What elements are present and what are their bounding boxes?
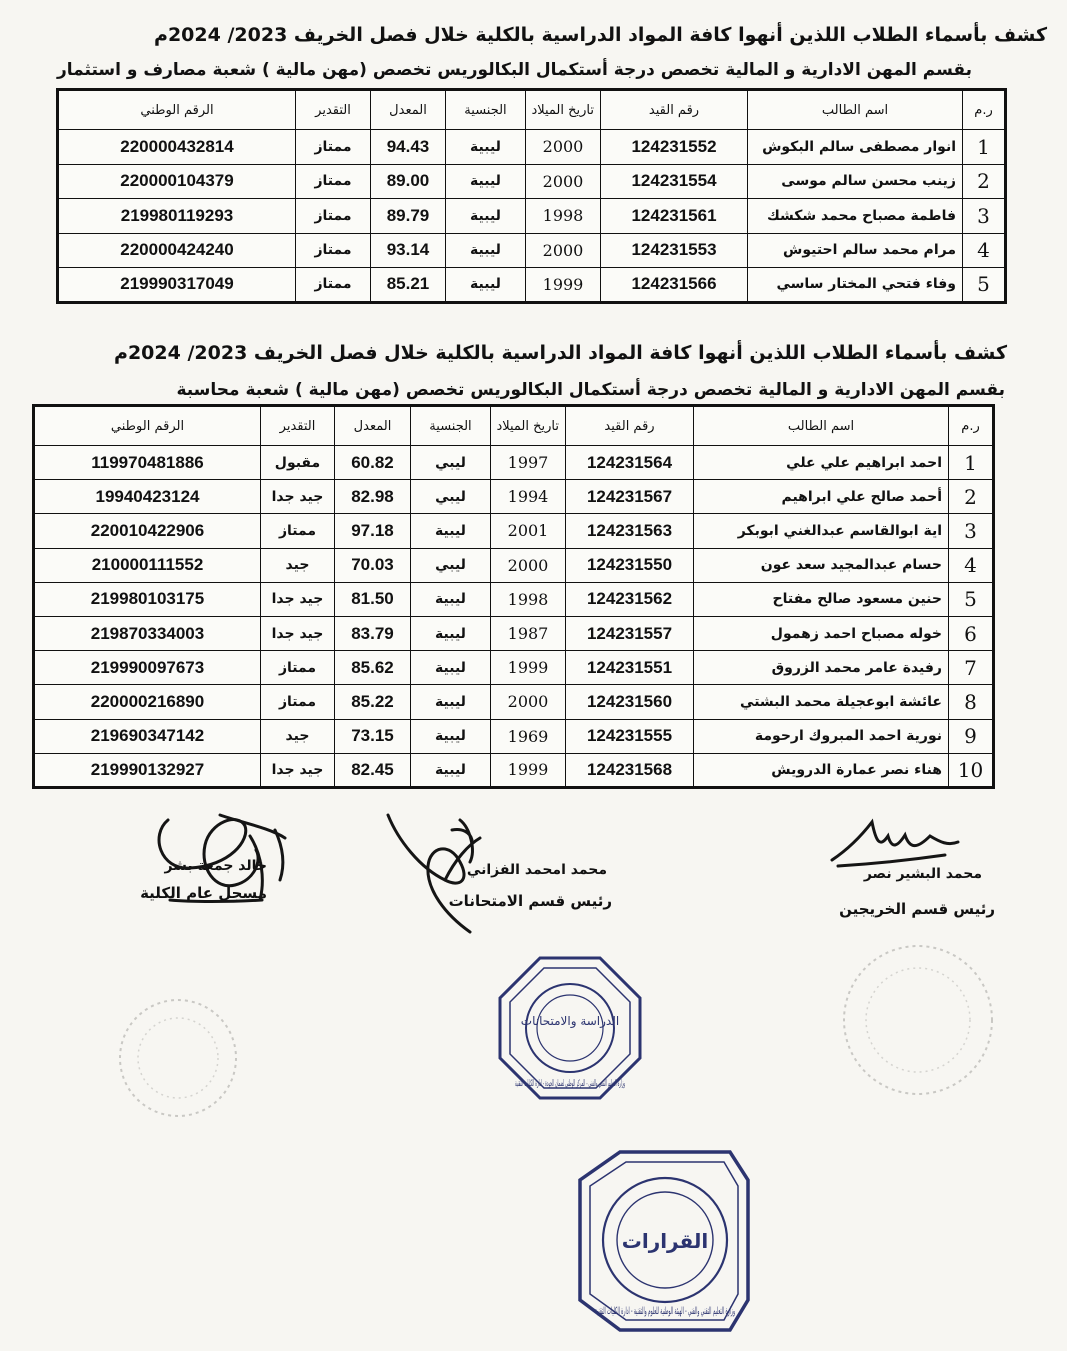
cell-gpa: 82.45 [335, 753, 411, 787]
header-nationality: الجنسية [411, 406, 491, 446]
cell-national-id: 220000216890 [34, 685, 261, 719]
cell-grade: جيد [261, 548, 335, 582]
header-grade: التقدير [296, 90, 371, 130]
cell-student-name: مرام محمد سالم احتيوش [748, 233, 963, 268]
cell-nationality: ليبية [446, 130, 526, 165]
cell-student-name: عائشة ابوعجيلة محمد البشتي [694, 685, 949, 719]
cell-registration-number: 124231563 [566, 514, 694, 548]
cell-gpa: 89.79 [371, 199, 446, 234]
cell-gpa: 89.00 [371, 164, 446, 199]
section1-subtitle: بقسم المهن الادارية و المالية تخصص درجة أستكمال البكالوريس تخصص (مهن مالية ) شعبة مصارف و استثمار [56, 60, 972, 80]
cell-grade: ممتاز [296, 164, 371, 199]
cell-student-name: حسام عبدالمجيد سعد عون [694, 548, 949, 582]
cell-national-id: 219990317049 [58, 268, 296, 303]
header-grade: التقدير [261, 406, 335, 446]
section1-title: كشف بأسماء الطلاب اللذين أنهوا كافة المواد الدراسية بالكلية خلال فصل الخريف 2023/ 2024م [154, 24, 1047, 46]
header-registration-number: رقم القيد [601, 90, 748, 130]
cell-nationality: ليبية [446, 268, 526, 303]
cell-row-number: 5 [963, 268, 1006, 303]
cell-birth-year: 1998 [526, 199, 601, 234]
cell-birth-year: 1994 [491, 480, 566, 514]
header-national-id: الرقم الوطني [34, 406, 261, 446]
header-gpa: المعدل [371, 90, 446, 130]
cell-row-number: 1 [963, 130, 1006, 165]
cell-national-id: 219870334003 [34, 616, 261, 650]
cell-student-name: رفيدة عامر محمد الزروق [694, 651, 949, 685]
cell-nationality: ليبية [411, 651, 491, 685]
cell-national-id: 210000111552 [34, 548, 261, 582]
cell-registration-number: 124231552 [601, 130, 748, 165]
cell-student-name: احمد ابراهيم علي علي [694, 446, 949, 480]
cell-student-name: أحمد صالح علي ابراهيم [694, 480, 949, 514]
cell-student-name: نورية احمد المبروك ارحومة [694, 719, 949, 753]
cell-birth-year: 2000 [526, 233, 601, 268]
cell-gpa: 60.82 [335, 446, 411, 480]
cell-gpa: 93.14 [371, 233, 446, 268]
header-student-name: اسم الطالب [694, 406, 949, 446]
graduates-head-role: رئيس قسم الخريجين [839, 900, 995, 918]
cell-national-id: 219980119293 [58, 199, 296, 234]
header-row-number: ر.م [963, 90, 1006, 130]
cell-row-number: 10 [949, 753, 994, 787]
cell-national-id: 219980103175 [34, 582, 261, 616]
cell-student-name: هناء نصر عمارة الدرويش [694, 753, 949, 787]
cell-grade: جيد جدا [261, 582, 335, 616]
graduates-head-signature [832, 822, 958, 866]
cell-nationality: ليبية [411, 514, 491, 548]
stamp1-center-text: الدراسة والامتحانات [520, 1014, 620, 1028]
stamp2-center-text: القرارات [621, 1229, 709, 1253]
cell-row-number: 5 [949, 582, 994, 616]
cell-nationality: ليبية [446, 233, 526, 268]
cell-row-number: 6 [949, 616, 994, 650]
cell-row-number: 3 [963, 199, 1006, 234]
cell-grade: جيد [261, 719, 335, 753]
cell-registration-number: 124231553 [601, 233, 748, 268]
exams-head-name: محمد امحمد الفزاني [466, 862, 607, 878]
cell-national-id: 219990132927 [34, 753, 261, 787]
cell-grade: جيد جدا [261, 753, 335, 787]
cell-row-number: 2 [963, 164, 1006, 199]
section2-subtitle: بقسم المهن الادارية و المالية تخصص درجة أستكمال البكالوريس تخصص (مهن مالية ) شعبة محاسبة [176, 380, 1005, 400]
cell-student-name: خوله مصباح احمد زهمول [694, 616, 949, 650]
cell-student-name: انوار مصطفى سالم البكوش [748, 130, 963, 165]
cell-nationality: ليبية [446, 164, 526, 199]
cell-birth-year: 2000 [526, 164, 601, 199]
cell-grade: ممتاز [261, 514, 335, 548]
cell-row-number: 7 [949, 651, 994, 685]
cell-row-number: 9 [949, 719, 994, 753]
cell-grade: ممتاز [261, 685, 335, 719]
cell-national-id: 119970481886 [34, 446, 261, 480]
stamp-exams-office [500, 958, 640, 1098]
cell-birth-year: 1987 [491, 616, 566, 650]
cell-row-number: 2 [949, 480, 994, 514]
cell-birth-year: 1969 [491, 719, 566, 753]
cell-nationality: ليبية [411, 582, 491, 616]
cell-row-number: 3 [949, 514, 994, 548]
cell-row-number: 1 [949, 446, 994, 480]
graduates-head-name: محمد البشير نصر [863, 866, 982, 882]
cell-registration-number: 124231567 [566, 480, 694, 514]
cell-gpa: 85.62 [335, 651, 411, 685]
cell-national-id: 220010422906 [34, 514, 261, 548]
stamp1-ring-text: وزارة التعليم التقني والفني - المركز الوطني لضمان الجودة - ادارة الكليات التقنية [515, 1079, 625, 1089]
stamp-decisions-office [580, 1152, 748, 1330]
cell-nationality: ليبي [411, 548, 491, 582]
cell-national-id: 19940423124 [34, 480, 261, 514]
cell-national-id: 220000424240 [58, 233, 296, 268]
cell-registration-number: 124231550 [566, 548, 694, 582]
header-birth-year: تاريخ الميلاد [526, 90, 601, 130]
cell-gpa: 73.15 [335, 719, 411, 753]
cell-national-id: 219990097673 [34, 651, 261, 685]
cell-birth-year: 2000 [491, 548, 566, 582]
header-national-id: الرقم الوطني [58, 90, 296, 130]
cell-grade: ممتاز [261, 651, 335, 685]
cell-student-name: اية ابوالقاسم عبدالغني ابوبكر [694, 514, 949, 548]
cell-grade: جيد جدا [261, 480, 335, 514]
cell-gpa: 83.79 [335, 616, 411, 650]
cell-nationality: ليبية [446, 199, 526, 234]
cell-nationality: ليبية [411, 753, 491, 787]
cell-registration-number: 124231564 [566, 446, 694, 480]
cell-birth-year: 1999 [491, 651, 566, 685]
cell-gpa: 94.43 [371, 130, 446, 165]
cell-grade: مقبول [261, 446, 335, 480]
cell-registration-number: 124231562 [566, 582, 694, 616]
cell-grade: ممتاز [296, 130, 371, 165]
cell-registration-number: 124231561 [601, 199, 748, 234]
cell-gpa: 97.18 [335, 514, 411, 548]
cell-gpa: 70.03 [335, 548, 411, 582]
cell-nationality: ليبي [411, 446, 491, 480]
cell-nationality: ليبية [411, 685, 491, 719]
cell-birth-year: 1999 [526, 268, 601, 303]
cell-registration-number: 124231557 [566, 616, 694, 650]
header-registration-number: رقم القيد [566, 406, 694, 446]
registrar-signature [159, 815, 285, 902]
cell-birth-year: 1997 [491, 446, 566, 480]
cell-grade: ممتاز [296, 233, 371, 268]
exams-head-role: رئيس قسم الامتحانات [448, 892, 612, 910]
cell-student-name: وفاء فتحي المختار ساسي [748, 268, 963, 303]
stamp2-ring-text: وزارة التعليم التقني والفني - الهيئة الوطنية للعلوم والتقنية - ادارة الكليات التقنية [595, 1306, 736, 1317]
section2-title: كشف بأسماء الطلاب اللذين أنهوا كافة المواد الدراسية بالكلية خلال فصل الخريف 2023/ 2024م [114, 342, 1007, 364]
exams-head-signature [388, 815, 480, 932]
cell-row-number: 4 [949, 548, 994, 582]
cell-national-id: 220000104379 [58, 164, 296, 199]
cell-national-id: 220000432814 [58, 130, 296, 165]
registrar-name: خالد جمعة بشر [164, 858, 267, 874]
cell-row-number: 4 [963, 233, 1006, 268]
cell-registration-number: 124231555 [566, 719, 694, 753]
cell-gpa: 85.21 [371, 268, 446, 303]
cell-birth-year: 1999 [491, 753, 566, 787]
cell-grade: جيد جدا [261, 616, 335, 650]
cell-gpa: 82.98 [335, 480, 411, 514]
cell-grade: ممتاز [296, 199, 371, 234]
registrar-role: مسجل عام الكلية [140, 884, 267, 902]
cell-registration-number: 124231551 [566, 651, 694, 685]
cell-gpa: 85.22 [335, 685, 411, 719]
cell-birth-year: 2001 [491, 514, 566, 548]
cell-registration-number: 124231568 [566, 753, 694, 787]
header-nationality: الجنسية [446, 90, 526, 130]
cell-grade: ممتاز [296, 268, 371, 303]
cell-registration-number: 124231560 [566, 685, 694, 719]
cell-student-name: حنين مسعود صالح مفتاح [694, 582, 949, 616]
header-row-number: ر.م [949, 406, 994, 446]
cell-birth-year: 2000 [491, 685, 566, 719]
cell-student-name: زينب محسن سالم موسى [748, 164, 963, 199]
cell-registration-number: 124231554 [601, 164, 748, 199]
cell-birth-year: 2000 [526, 130, 601, 165]
cell-nationality: ليبي [411, 480, 491, 514]
cell-nationality: ليبية [411, 719, 491, 753]
cell-row-number: 8 [949, 685, 994, 719]
cell-student-name: فاطمة مصباح محمد شكشك [748, 199, 963, 234]
cell-nationality: ليبية [411, 616, 491, 650]
header-birth-year: تاريخ الميلاد [491, 406, 566, 446]
cell-registration-number: 124231566 [601, 268, 748, 303]
cell-gpa: 81.50 [335, 582, 411, 616]
cell-national-id: 219690347142 [34, 719, 261, 753]
header-student-name: اسم الطالب [748, 90, 963, 130]
cell-birth-year: 1998 [491, 582, 566, 616]
header-gpa: المعدل [335, 406, 411, 446]
